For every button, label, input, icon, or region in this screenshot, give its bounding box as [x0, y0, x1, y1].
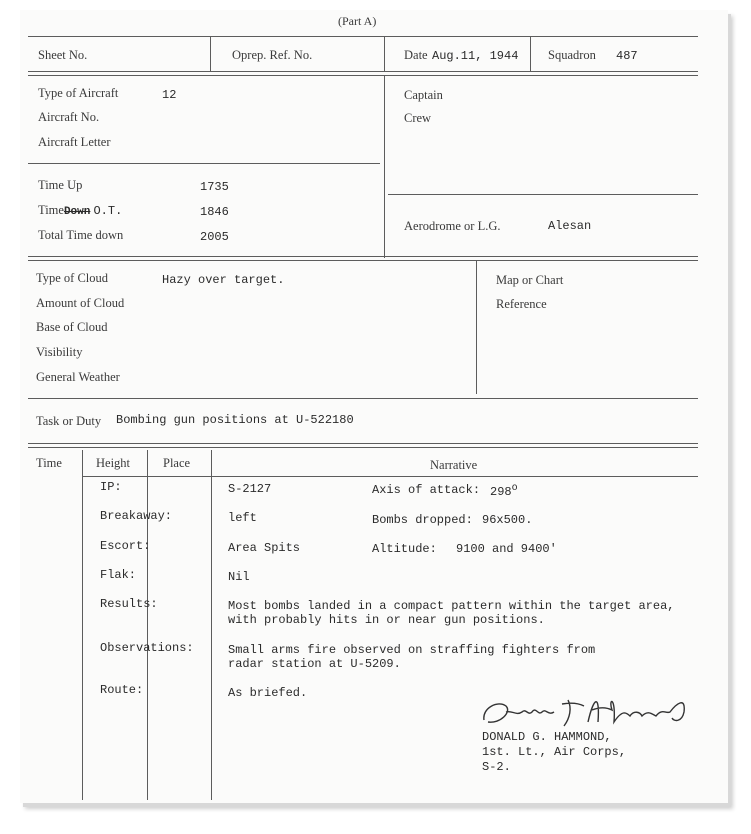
- col-place-header: Place: [163, 456, 191, 470]
- rule: [476, 260, 477, 394]
- rule: [388, 194, 698, 195]
- col-time-header: Time: [36, 456, 62, 470]
- visibility-label: Visibility: [36, 345, 83, 359]
- ip-value: S-2127: [228, 482, 272, 496]
- sheet-no-label: Sheet No.: [38, 48, 88, 62]
- axis-value: 298$^o$: [490, 483, 518, 499]
- aircraft-type-label: Type of Aircraft: [38, 86, 119, 100]
- aerodrome-value: Alesan: [548, 219, 592, 233]
- rule: [82, 476, 698, 477]
- squadron-value: 487: [616, 49, 638, 63]
- rule: [211, 450, 212, 800]
- time-down-value: 1846: [200, 205, 229, 219]
- time-up-value: 1735: [200, 180, 229, 194]
- total-time-value: 2005: [200, 230, 229, 244]
- escort-label: Escort:: [100, 539, 151, 553]
- time-up-label: Time Up: [38, 178, 83, 192]
- captain-label: Captain: [404, 88, 443, 102]
- flak-label: Flak:: [100, 568, 137, 582]
- breakaway-value: left: [228, 511, 257, 525]
- map-reference-label: Reference: [496, 297, 547, 311]
- aircraft-letter-label: Aircraft Letter: [38, 135, 111, 149]
- altitude-value: 9100 and 9400': [456, 542, 557, 556]
- ip-label: IP:: [100, 480, 122, 494]
- task-label: Task or Duty: [36, 414, 102, 428]
- cloud-type-value: Hazy over target.: [162, 273, 285, 287]
- double-rule: [28, 256, 698, 261]
- bombs-value: 96x500.: [482, 513, 533, 527]
- rule: [210, 36, 211, 72]
- observations-label: Observations:: [100, 641, 194, 655]
- handwritten-signature: [476, 682, 700, 734]
- escort-value: Area Spits: [228, 541, 301, 555]
- observations-line-1: Small arms fire observed on straffing fighters from: [228, 643, 596, 657]
- flak-value: Nil: [228, 570, 250, 584]
- oprep-ref-label: Oprep. Ref. No.: [232, 48, 313, 62]
- aerodrome-label: Aerodrome or L.G.: [404, 219, 501, 233]
- date-label: Date: [404, 48, 428, 62]
- rule: [28, 163, 380, 164]
- observations-line-2: radar station at U-5209.: [228, 657, 401, 671]
- rule: [384, 36, 385, 72]
- rule: [82, 450, 83, 800]
- double-rule: [28, 71, 698, 76]
- altitude-label: Altitude:: [372, 542, 437, 556]
- signatory-office: S-2.: [482, 760, 511, 774]
- rule: [147, 450, 148, 800]
- crew-label: Crew: [404, 111, 432, 125]
- breakaway-label: Breakaway:: [100, 509, 173, 523]
- task-value: Bombing gun positions at U-522180: [116, 413, 354, 427]
- axis-label: Axis of attack:: [372, 483, 481, 497]
- signatory-rank: 1st. Lt., Air Corps,: [482, 745, 627, 759]
- squadron-label: Squadron: [548, 48, 596, 62]
- rule: [28, 36, 698, 37]
- route-value: As briefed.: [228, 686, 308, 700]
- results-line-2: with probably hits in or near gun positions.: [228, 613, 545, 627]
- col-narrative-header: Narrative: [430, 458, 478, 472]
- results-line-1: Most bombs landed in a compact pattern within the target area,: [228, 599, 675, 613]
- map-chart-label: Map or Chart: [496, 273, 564, 287]
- cloud-amount-label: Amount of Cloud: [36, 296, 125, 310]
- route-label: Route:: [100, 683, 144, 697]
- aircraft-no-label: Aircraft No.: [38, 110, 100, 124]
- results-label: Results:: [100, 597, 158, 611]
- time-down-label: TimeDown O.T.: [38, 203, 123, 218]
- part-title: (Part A): [338, 14, 377, 28]
- cloud-base-label: Base of Cloud: [36, 320, 108, 334]
- cloud-type-label: Type of Cloud: [36, 271, 109, 285]
- total-time-label: Total Time down: [38, 228, 124, 242]
- signatory-name: DONALD G. HAMMOND,: [482, 730, 612, 744]
- rule: [384, 75, 385, 258]
- report-sheet: [20, 10, 728, 803]
- aircraft-type-value: 12: [162, 88, 177, 102]
- date-value: Aug.11, 1944: [432, 49, 519, 63]
- double-rule: [28, 443, 698, 448]
- col-height-header: Height: [96, 456, 131, 470]
- bombs-label: Bombs dropped:: [372, 513, 473, 527]
- rule: [28, 398, 698, 399]
- rule: [530, 36, 531, 72]
- general-weather-label: General Weather: [36, 370, 120, 384]
